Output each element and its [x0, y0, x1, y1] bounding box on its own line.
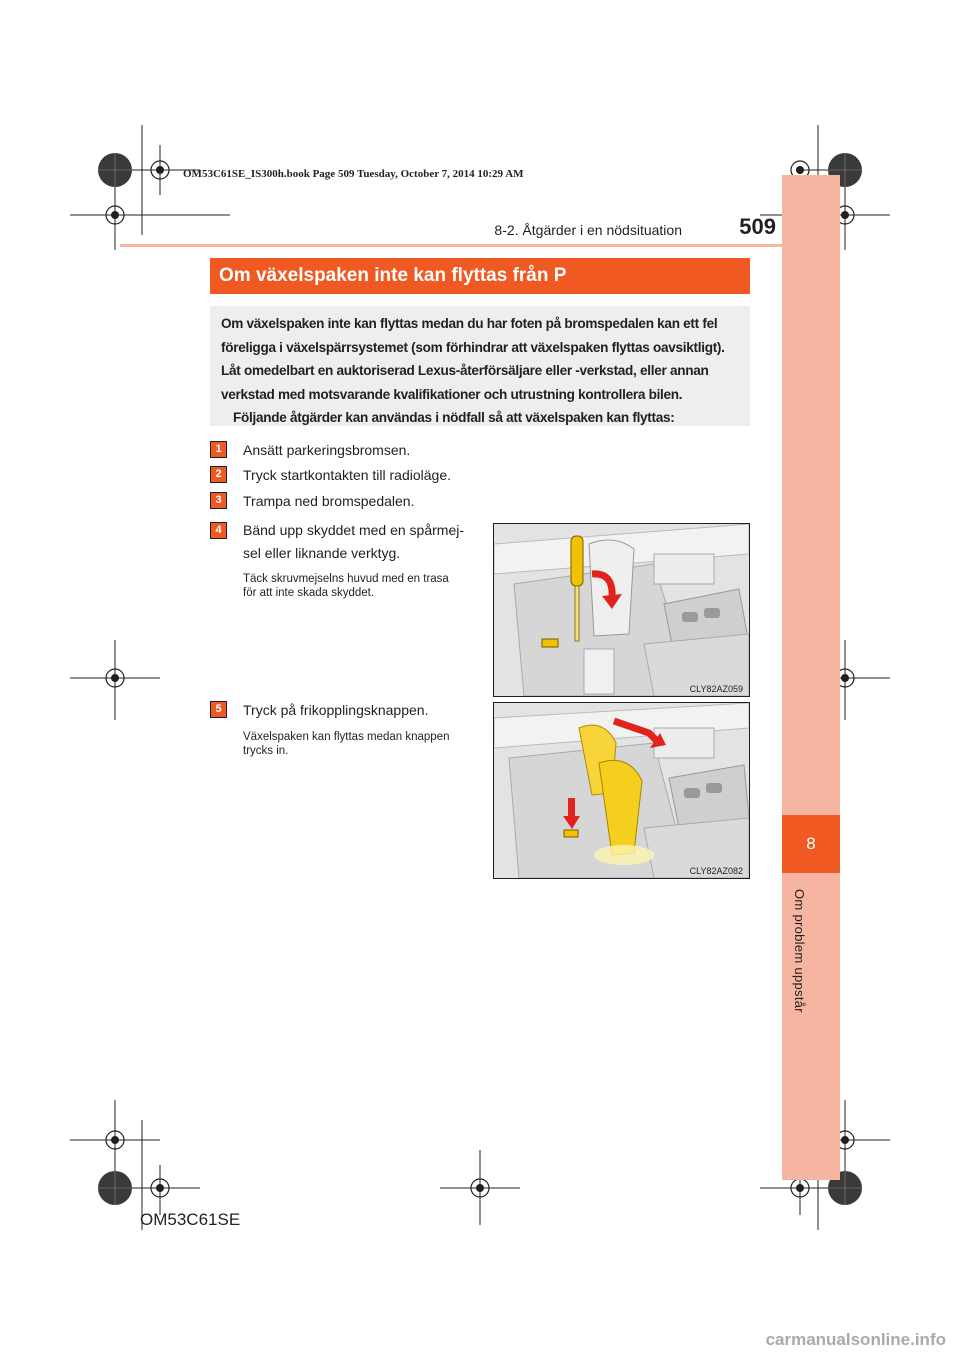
console-drawing — [494, 524, 749, 696]
step-number: 1 — [210, 441, 227, 458]
info-box — [210, 306, 750, 426]
console-drawing — [494, 703, 749, 878]
info-line: verkstad med motsvarande kvalifikationer och utrustning kontrollera bilen. — [221, 386, 683, 402]
step-text: Bänd upp skyddet med en spårmej- — [243, 522, 465, 538]
watermark: carmanualsonline.info — [765, 1330, 946, 1349]
info-line: föreligga i växelspärrsystemet (som förhindrar att växelspaken flyttas oavsiktligt). — [221, 339, 725, 355]
step-number: 3 — [210, 492, 227, 509]
step-text: sel eller liknande verktyg. — [243, 545, 401, 561]
step-number: 2 — [210, 466, 227, 483]
section-title: 8-2. Åtgärder i en nödsituation — [494, 222, 682, 238]
image-code: CLY82AZ082 — [689, 866, 743, 876]
image-code: CLY82AZ059 — [689, 684, 743, 694]
step-note: Växelspaken kan flyttas medan knappen — [243, 731, 450, 743]
illustration-pry-cover — [493, 523, 750, 697]
info-line: Om växelspaken inte kan flyttas medan du har foten på bromspedalen kan ett fel — [221, 316, 718, 331]
step-note: trycks in. — [243, 745, 289, 757]
step-text: Trampa ned bromspedalen. — [243, 493, 415, 509]
info-line: Följande åtgärder kan användas i nödfall så att växelspaken kan flyttas: — [233, 410, 675, 425]
info-line: Låt omedelbart en auktoriserad Lexus-återförsäljare eller -verkstad, eller annan — [221, 363, 709, 378]
chapter-title: Om problem uppstår — [792, 889, 807, 1013]
book-info: OM53C61SE_IS300h.book Page 509 Tuesday, October 7, 2014 10:29 AM — [183, 168, 524, 180]
page-number: 509 — [739, 214, 776, 239]
step-text: Tryck på frikopplingsknappen. — [243, 702, 429, 718]
chapter-number: 8 — [782, 815, 840, 873]
step-number: 5 — [210, 701, 227, 718]
header-rule — [120, 244, 782, 247]
illustration-release-button — [493, 702, 750, 879]
footer-code: OM53C61SE — [140, 1210, 241, 1229]
page-title: Om växelspaken inte kan flyttas från P — [210, 258, 750, 294]
step-text: Ansätt parkeringsbromsen. — [243, 442, 411, 458]
step-note: Täck skruvmejselns huvud med en trasa — [243, 573, 449, 585]
step-number: 4 — [210, 522, 227, 539]
step-text: Tryck startkontakten till radioläge. — [243, 467, 452, 483]
step-note: för att inte skada skyddet. — [243, 587, 375, 599]
chapter-tab — [782, 175, 840, 1180]
